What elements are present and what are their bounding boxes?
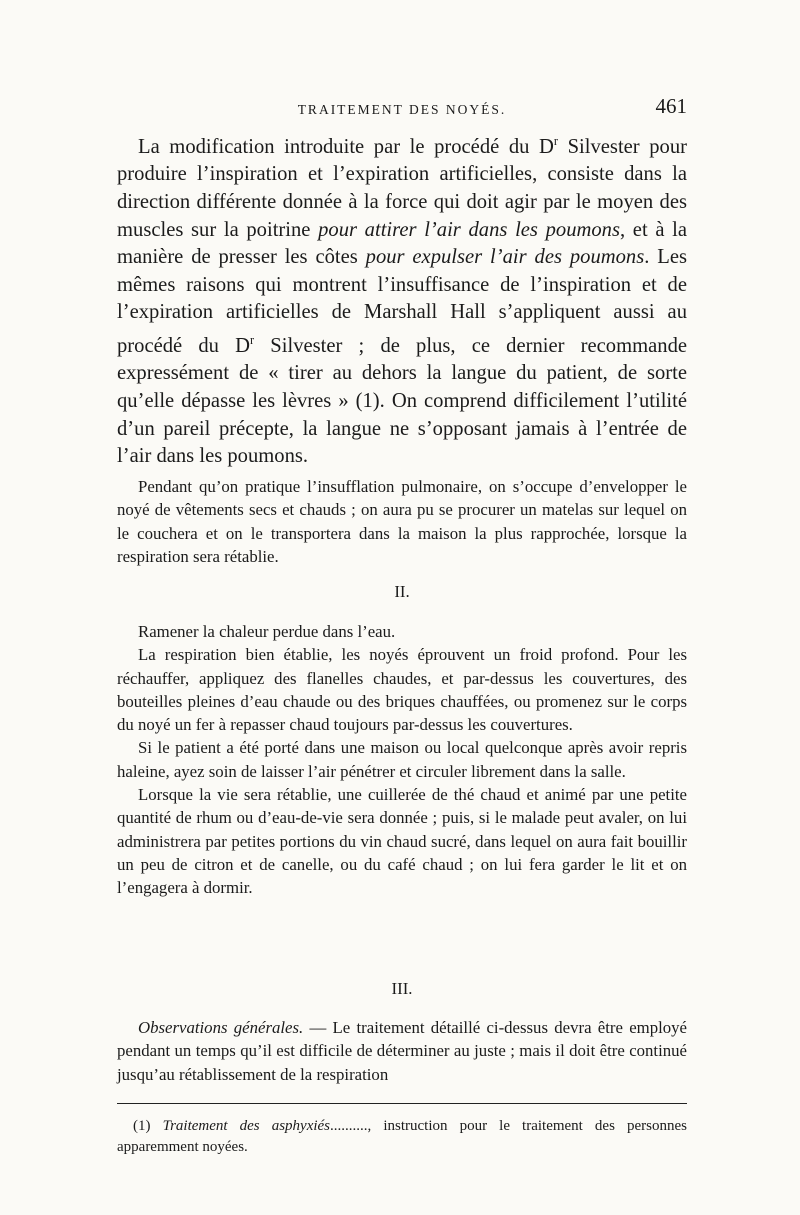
section-heading-3: III.	[391, 979, 413, 998]
page-header	[117, 94, 687, 124]
footnote: (1) Traitement des asphyxiés.........., instruction pour le traitement des personnes apparemment noyées.	[117, 1118, 687, 1155]
section-heading-2: II.	[394, 582, 410, 601]
section-3-body: Observations générales. — Le traitement détaillé ci-dessus devra être employé pendant un temps qu’il est difficile de déterminer au juste ; mais il doit être continué jusqu’au rétablissement de la respiration	[117, 1018, 687, 1084]
section-2-paragraph: Lorsque la vie sera rétablie, une cuillerée de thé chaud et animé par une petite quantité de rhum ou d’eau-de-vie sera donnée ; puis, si le malade peut avaler, on lui administrera par petites portions du vin chaud sucré, dans lequel on aura fait bouillir un peu de citron et de canelle, ou du café chaud ; on lui fera garder le lit et on l’engagera à dormir.	[117, 785, 687, 898]
section-3-lead: Observations générales.	[138, 1018, 304, 1037]
section-2-paragraph: Ramener la chaleur perdue dans l’eau.	[138, 622, 396, 641]
page-number: 461	[655, 94, 687, 118]
section-2-paragraph: La respiration bien établie, les noyés éprouvent un froid profond. Pour les réchauffer, appliquez des flanelles chaudes, et par-dessus les couvertures, des bouteilles pleines d’eau chaude ou des briques chauffées, ou promenez sur le corps du noyé un fer à repasser chaud toujours par-dessus les couvertures.	[117, 645, 687, 735]
paragraph-insufflation: Pendant qu’on pratique l’insufflation pulmonaire, on s’occupe d’envelopper le noyé de vêtements secs et chauds ; on aura pu se procurer un matelas sur lequel on le couchera et on le transportera dans la maison la plus rapprochée, lorsque la respiration sera rétablie.	[117, 477, 687, 566]
running-title: TRAITEMENT DES NOYÉS.	[297, 102, 507, 117]
footnote-rule	[117, 1103, 687, 1104]
section-2-body	[117, 620, 687, 900]
section-2-paragraph: Si le patient a été porté dans une maison ou local quelconque après avoir repris haleine, ayez soin de laisser l’air pénétrer et circuler librement dans la salle.	[117, 738, 687, 781]
paragraph-intro: La modification introduite par le procédé du $D^r$ Silvester pour produire l’inspiration et l’expiration artificielles, consiste dans la direction différente donnée à la force qui doit agir par le moyen des muscles sur la poitrine pour attirer l’air dans les poumons, et à la manière de presser les côtes pour expulser l’air des poumons. Les mêmes raisons qui montrent l’insuffisance de l’inspiration et de l’expiration artificielles de Marshall Hall s’appliquent aussi au procédé du $D^r$ Silvester ; de plus, ce dernier recommande expressément de « tirer au dehors la langue du patient, de sorte qu’elle dépasse les lèvres » (1). On comprend difficilement l’utilité d’un pareil précepte, la langue ne s’opposant jamais à l’entrée de l’air dans les poumons.	[117, 134, 688, 468]
